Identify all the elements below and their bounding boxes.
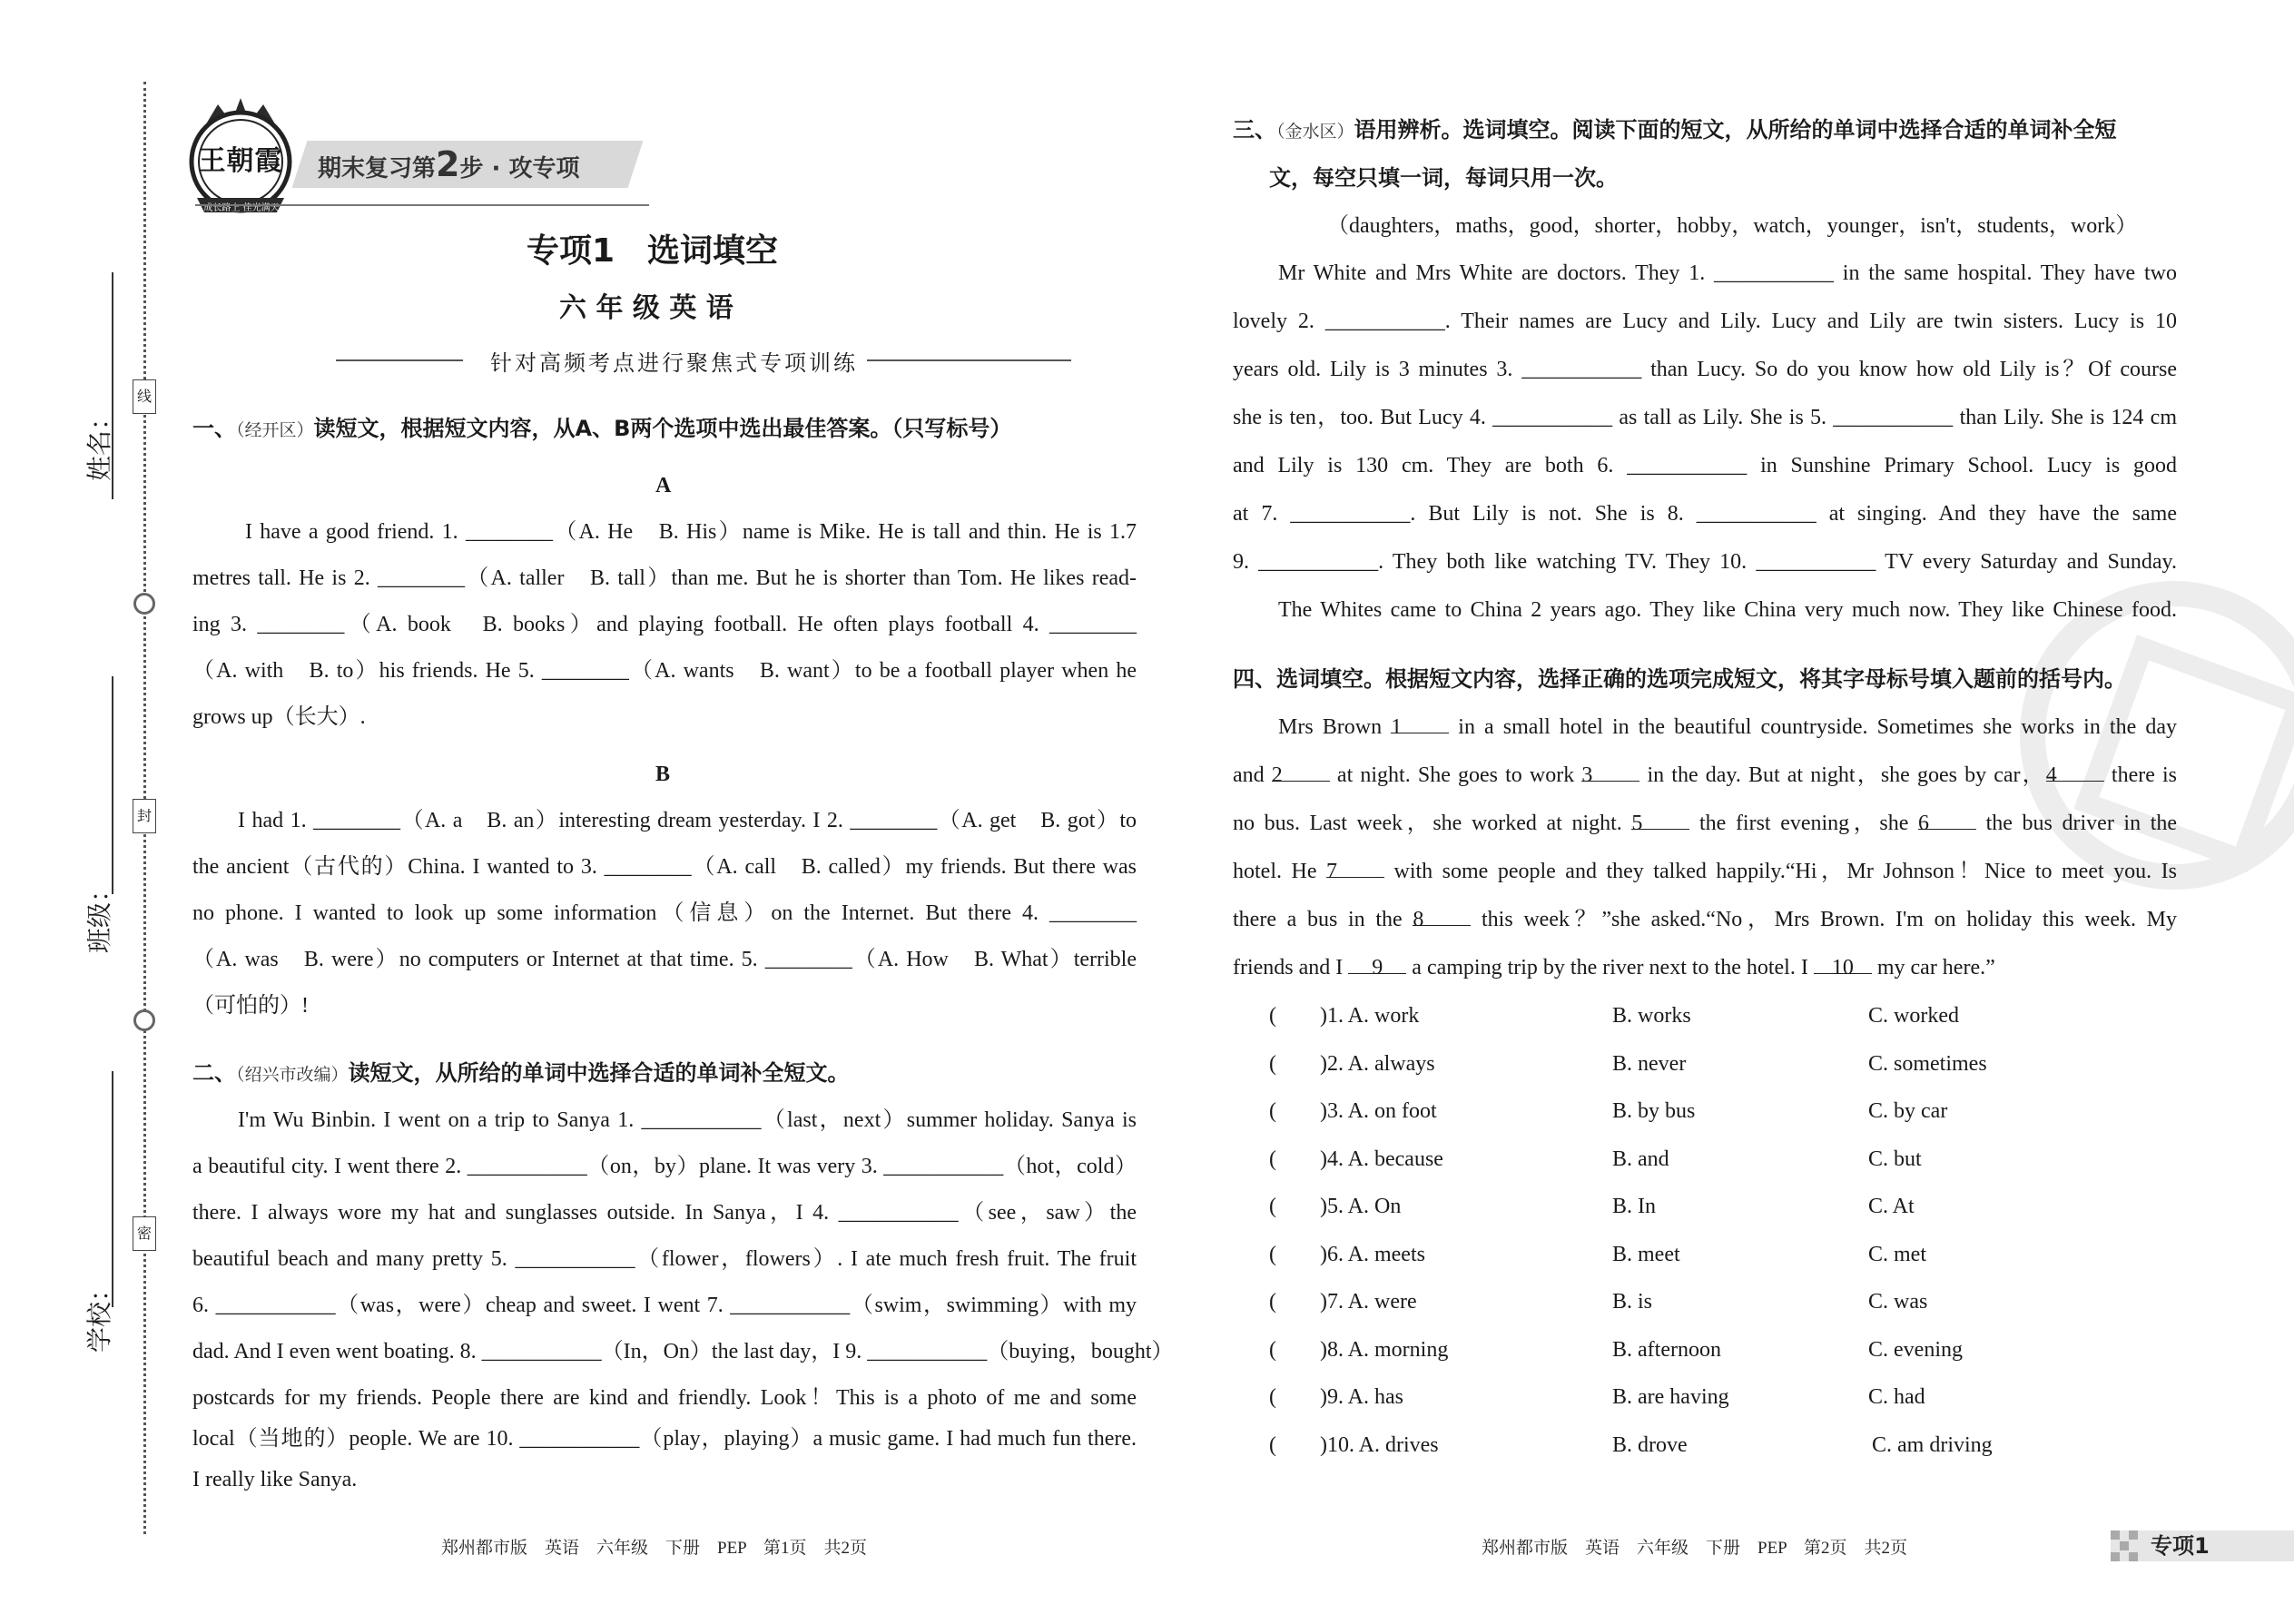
- part1-b-line: I had 1. ________（A. a B. an）interesting dream yesterday. I 2. ________（A. get B. got）to: [238, 809, 1137, 832]
- part3-heading-cont: 文，每空只填一词，每词只用一次。: [1269, 165, 1618, 191]
- part3-line: The Whites came to China 2 years ago. They like China very much now. They like Chinese food.: [1278, 598, 2177, 622]
- part3-heading: 三、（金水区）语用辨析。选词填空。阅读下面的短文，从所给的单词中选择合适的单词补全短: [1233, 117, 2117, 143]
- blank: 8: [1413, 905, 1471, 926]
- blank: 1: [1391, 713, 1449, 733]
- brand-motto: 成长路上 佳光满天: [203, 203, 280, 213]
- part1-b-line: no phone. I wanted to look up some information（信息）on the Internet. But there 4. ________: [192, 901, 1137, 925]
- step-label: 期末复习第2步 · 攻专项: [318, 144, 580, 184]
- option-row: ( )7. A. were B. is C. was: [1269, 1290, 1928, 1314]
- page-title: 专项1 选词填空: [527, 232, 779, 270]
- part2-line: a beautiful city. I went there 2. ___________（on，by）plane. It was very 3. ___________（hot，cold）: [192, 1155, 1137, 1178]
- part2-line: I really like Sanya.: [192, 1468, 358, 1491]
- binding-hole-icon: [133, 1009, 155, 1031]
- tagline: 针对高频考点进行聚焦式专项训练: [490, 352, 858, 376]
- part1-b-line: （A. was B. were）no computers or Internet at that time. 5. ________（A. How B. What）terrible: [192, 948, 1137, 971]
- part3-line: at 7. ___________. But Lily is not. She is 8. ___________ at singing. And they have the same: [1233, 502, 2177, 526]
- tagline-rule-left: [336, 359, 463, 361]
- part2-line: beautiful beach and many pretty 5. ___________（flower，flowers）. I ate much fresh fruit. The fruit: [192, 1247, 1137, 1271]
- part2-line: I'm Wu Binbin. I went on a trip to Sanya 1. ___________（last，next）summer holiday. Sanya is: [238, 1108, 1137, 1132]
- corner-tag: [2111, 1530, 2294, 1561]
- tagline-rule-right: [867, 359, 1071, 361]
- blank: 7: [1326, 857, 1384, 878]
- option-row: ( )9. A. has B. are having C. had: [1269, 1385, 1925, 1409]
- part2-line: 6. ___________（was，were）cheap and sweet. I went 7. ___________（swim，swimming）with my: [192, 1294, 1137, 1317]
- part1-a-line: grows up（长大）.: [192, 705, 366, 729]
- part3-line: Mr White and Mrs White are doctors. They 1. ___________ in the same hospital. They have two: [1278, 261, 2177, 285]
- school-rule: [112, 1071, 113, 1307]
- part4-line: hotel. He 7 with some people and they talked happily.“Hi，Mr Johnson！Nice to meet you. Is: [1233, 857, 2177, 886]
- binding-mark-feng: 封: [133, 799, 156, 833]
- part3-line: years old. Lily is 3 minutes 3. ___________ than Lucy. So do you know how old Lily is？Of course: [1233, 358, 2177, 381]
- footer-left: 郑州都市版 英语 六年级 下册 PEP 第1页 共2页: [441, 1539, 868, 1558]
- binding-hole-icon: [133, 593, 155, 615]
- blank: 3: [1581, 761, 1639, 782]
- corner-tag-label: 专项1: [2151, 1533, 2210, 1559]
- part4-line: and 2 at night. She goes to work 3 in the day. But at night，she goes by car，4 there is: [1233, 761, 2177, 790]
- page-subtitle: 六 年 级 英 语: [559, 292, 733, 324]
- blank: 6: [1918, 809, 1976, 830]
- part4-heading: 四、选词填空。根据短文内容，选择正确的选项完成短文，将其字母标号填入题前的括号内。: [1233, 666, 2126, 692]
- part1-a-line: ing 3. ________（A. book B. books）and playing football. He often plays football 4. ________: [192, 613, 1137, 636]
- part3-line: she is ten，too. But Lucy 4. ___________ as tall as Lily. She is 5. ___________ than Lily. She is 124 cm: [1233, 406, 2177, 429]
- part2-line: postcards for my friends. People there are kind and friendly. Look！This is a photo of me and some: [192, 1386, 1137, 1410]
- checker-icon: [2111, 1530, 2138, 1561]
- part2-line: there. I always wore my hat and sunglasses outside. In Sanya，I 4. ___________（see，saw）the: [192, 1201, 1137, 1225]
- binding-mark-xian: 线: [133, 379, 156, 414]
- part4-line: no bus. Last week，she worked at night. 5 the first evening，she 6 the bus driver in the: [1233, 809, 2177, 838]
- blank: 9: [1348, 953, 1406, 974]
- blank: 5: [1631, 809, 1689, 830]
- option-row: ( )2. A. always B. never C. sometimes: [1269, 1051, 1987, 1076]
- part1-b-line: the ancient（古代的）China. I wanted to 3. ________（A. call B. called）my friends. But there was: [192, 855, 1137, 879]
- part1-a-line: I have a good friend. 1. ________（A. He B. His）name is Mike. He is tall and thin. He is 1.7: [245, 520, 1137, 544]
- option-row: ( )5. A. On B. In C. At: [1269, 1195, 1915, 1218]
- part1-b-line: （可怕的）!: [192, 994, 309, 1018]
- brand-logo: [177, 91, 304, 218]
- footer-right: 郑州都市版 英语 六年级 下册 PEP 第2页 共2页: [1482, 1539, 1908, 1558]
- option-row: ( )10. A. drives B. drove C. am driving: [1269, 1432, 1993, 1457]
- part4-line: friends and I 9 a camping trip by the river next to the hotel. I 10 my car here.”: [1233, 953, 1995, 982]
- part1-a-label: A: [655, 474, 672, 497]
- option-row: ( )8. A. morning B. afternoon C. evening: [1269, 1337, 1963, 1362]
- binding-margin: [0, 0, 163, 1624]
- option-row: ( )3. A. on foot B. by bus C. by car: [1269, 1099, 1948, 1123]
- part2-line: local（当地的）people. We are 10. ___________（play，playing）a music game. I had much fun there.: [192, 1427, 1137, 1451]
- part1-heading: 一、（经开区）读短文，根据短文内容，从A、B两个选项中选出最佳答案。（只写标号）: [192, 416, 1012, 441]
- part3-line: lovely 2. ___________. Their names are Lucy and Lily. Lucy and Lily are twin sisters. Lucy is 10: [1233, 310, 2177, 333]
- part4-line: there a bus in the 8 this week？”she asked.“No，Mrs Brown. I'm on holiday this week. My: [1233, 905, 2177, 934]
- part1-b-label: B: [655, 763, 671, 786]
- brand-name: 王朝霞: [198, 145, 283, 177]
- binding-mark-mi: 密: [133, 1216, 156, 1251]
- part2-heading: 二、（绍兴市改编）读短文，从所给的单词中选择合适的单词补全短文。: [192, 1060, 850, 1086]
- part4-line: Mrs Brown 1 in a small hotel in the beautiful countryside. Sometimes she works in the day: [1278, 713, 2177, 742]
- option-row: ( )1. A. work B. works C. worked: [1269, 1004, 1959, 1028]
- blank: 4: [2046, 761, 2104, 782]
- blank: 2: [1272, 761, 1330, 782]
- option-row: ( )4. A. because B. and C. but: [1269, 1147, 1922, 1171]
- part3-line: 9. ___________. They both like watching TV. They 10. ___________ TV every Saturday and Sunday.: [1233, 550, 2177, 574]
- options-list: [1269, 1001, 2177, 1478]
- blank: 10: [1814, 953, 1872, 974]
- school-label: 学校：: [84, 1275, 114, 1353]
- part2-line: dad. And I even went boating. 8. ___________（In，On）the last day，I 9. ___________（buying，bought）: [192, 1340, 1174, 1363]
- part1-a-line: （A. with B. to）his friends. He 5. ________（A. wants B. want）to be a football player when he: [192, 659, 1137, 683]
- part3-line: and Lily is 130 cm. They are both 6. ___________ in Sunshine Primary School. Lucy is good: [1233, 454, 2177, 477]
- class-label: 班级：: [84, 876, 114, 953]
- name-label: 姓名：: [84, 404, 114, 481]
- part1-a-line: metres tall. He is 2. ________（A. taller B. tall）than me. But he is shorter than Tom. He likes read-: [192, 566, 1137, 590]
- part3-word-bank: （daughters，maths，good，shorter，hobby，watch，younger，isn't，students，work）: [1327, 214, 2138, 238]
- option-row: ( )6. A. meets B. meet C. met: [1269, 1242, 1926, 1266]
- header-rule: [195, 204, 649, 206]
- class-rule: [112, 676, 113, 894]
